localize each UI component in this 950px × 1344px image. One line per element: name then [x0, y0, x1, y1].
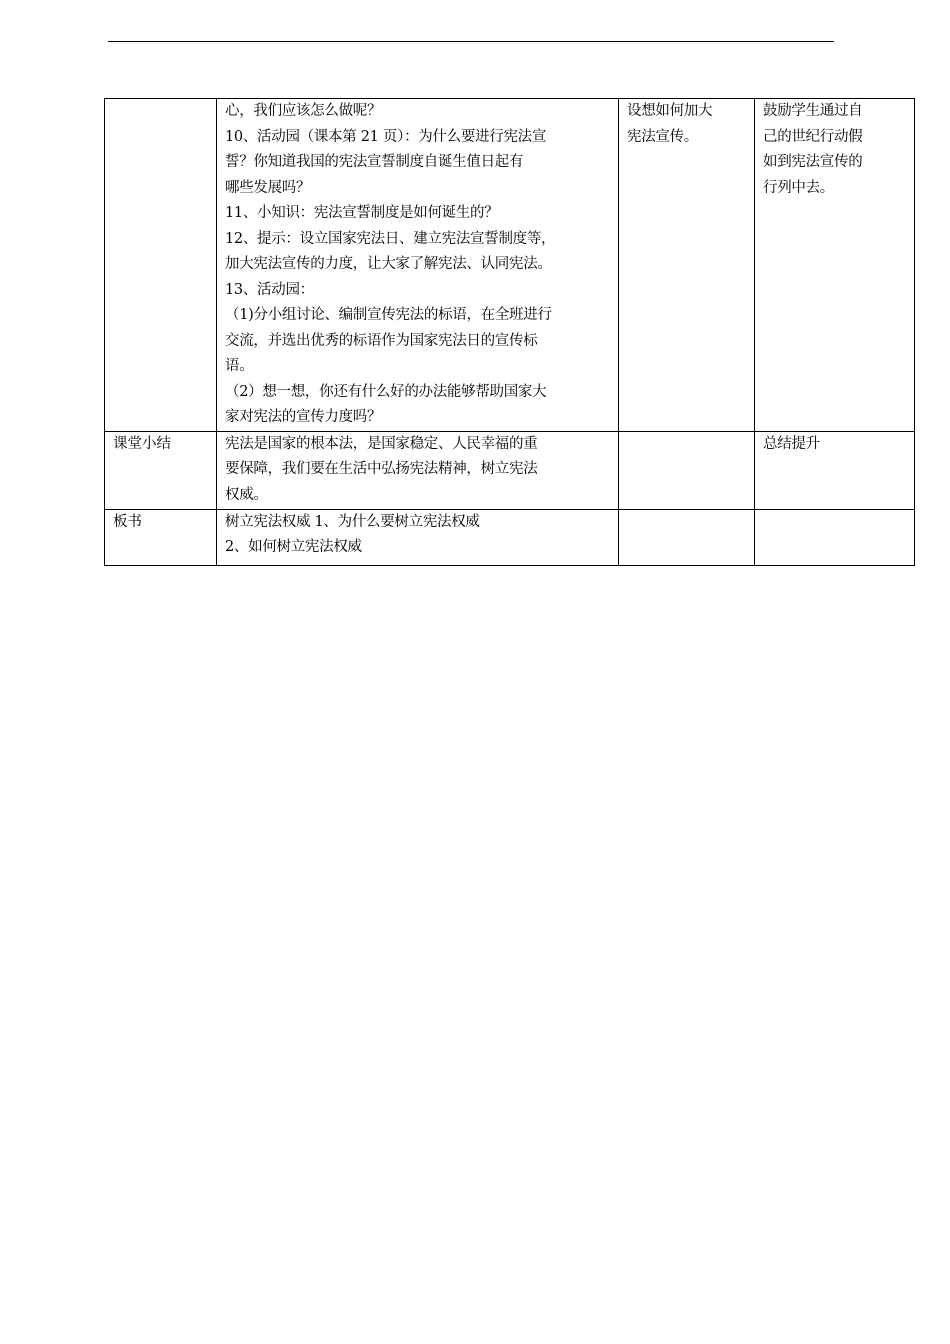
lesson-plan-table — [104, 98, 915, 566]
table-row — [105, 99, 915, 432]
intent-line: 己的世纪行动假 — [763, 128, 863, 145]
row-label-cell — [105, 431, 217, 509]
content-line: 树立宪法权威 1、为什么要树立宪法权威 — [225, 513, 480, 530]
content-line: 誓？你知道我国的宪法宣誓制度自诞生值日起有 — [225, 154, 524, 170]
activity-line: 宪法宣传。 — [627, 128, 698, 145]
content-line: 语。 — [225, 358, 254, 374]
content-line: 10、活动园（课本第 21 页）：为什么要进行宪法宣 — [225, 128, 547, 145]
content-line: 交流，并选出优秀的标语作为国家宪法日的宣传标 — [225, 332, 538, 349]
table-row — [105, 509, 915, 565]
content-line: 哪些发展吗？ — [225, 179, 311, 196]
content-line: 13、活动园： — [225, 281, 314, 298]
intent-line: 如到宪法宣传的 — [763, 154, 863, 170]
content-cell — [217, 509, 619, 565]
student-activity-cell — [619, 509, 755, 565]
content-line: 2、如何树立宪法权威 — [225, 539, 362, 555]
content-line: 12、提示：设立国家宪法日、建立宪法宣誓制度等， — [225, 230, 556, 247]
table-row — [105, 431, 915, 509]
content-line: （1)分小组讨论、编制宣传宪法的标语，在全班进行 — [225, 307, 552, 323]
intent-line: 鼓励学生通过自 — [763, 103, 863, 119]
intent-line: 行列中去。 — [763, 179, 834, 196]
activity-line: 设想如何加大 — [627, 103, 713, 119]
content-cell — [217, 99, 619, 432]
row-label-cell — [105, 99, 217, 432]
row-label-cell — [105, 509, 217, 565]
content-line: （2）想一想，你还有什么好的办法能够帮助国家大 — [225, 383, 547, 400]
design-intent-cell — [755, 509, 915, 565]
content-line: 权威。 — [225, 486, 268, 503]
student-activity-cell — [619, 99, 755, 432]
design-intent-cell — [755, 99, 915, 432]
content-cell — [217, 431, 619, 509]
row-label: 课堂小结 — [113, 435, 171, 452]
content-line: 11、小知识：宪法宣誓制度是如何诞生的？ — [225, 205, 499, 221]
header-rule — [108, 41, 834, 42]
content-line: 宪法是国家的根本法，是国家稳定、人民幸福的重 — [225, 435, 538, 452]
student-activity-cell — [619, 431, 755, 509]
row-label: 板书 — [113, 513, 142, 530]
content-line: 心，我们应该怎么做呢？ — [225, 103, 382, 119]
content-line: 家对宪法的宣传力度吗？ — [225, 409, 382, 425]
design-intent-cell — [755, 431, 915, 509]
content-line: 加大宪法宣传的力度，让大家了解宪法、认同宪法。 — [225, 256, 552, 272]
intent-line: 总结提升 — [763, 435, 820, 452]
content-line: 要保障，我们要在生活中弘扬宪法精神，树立宪法 — [225, 461, 538, 477]
